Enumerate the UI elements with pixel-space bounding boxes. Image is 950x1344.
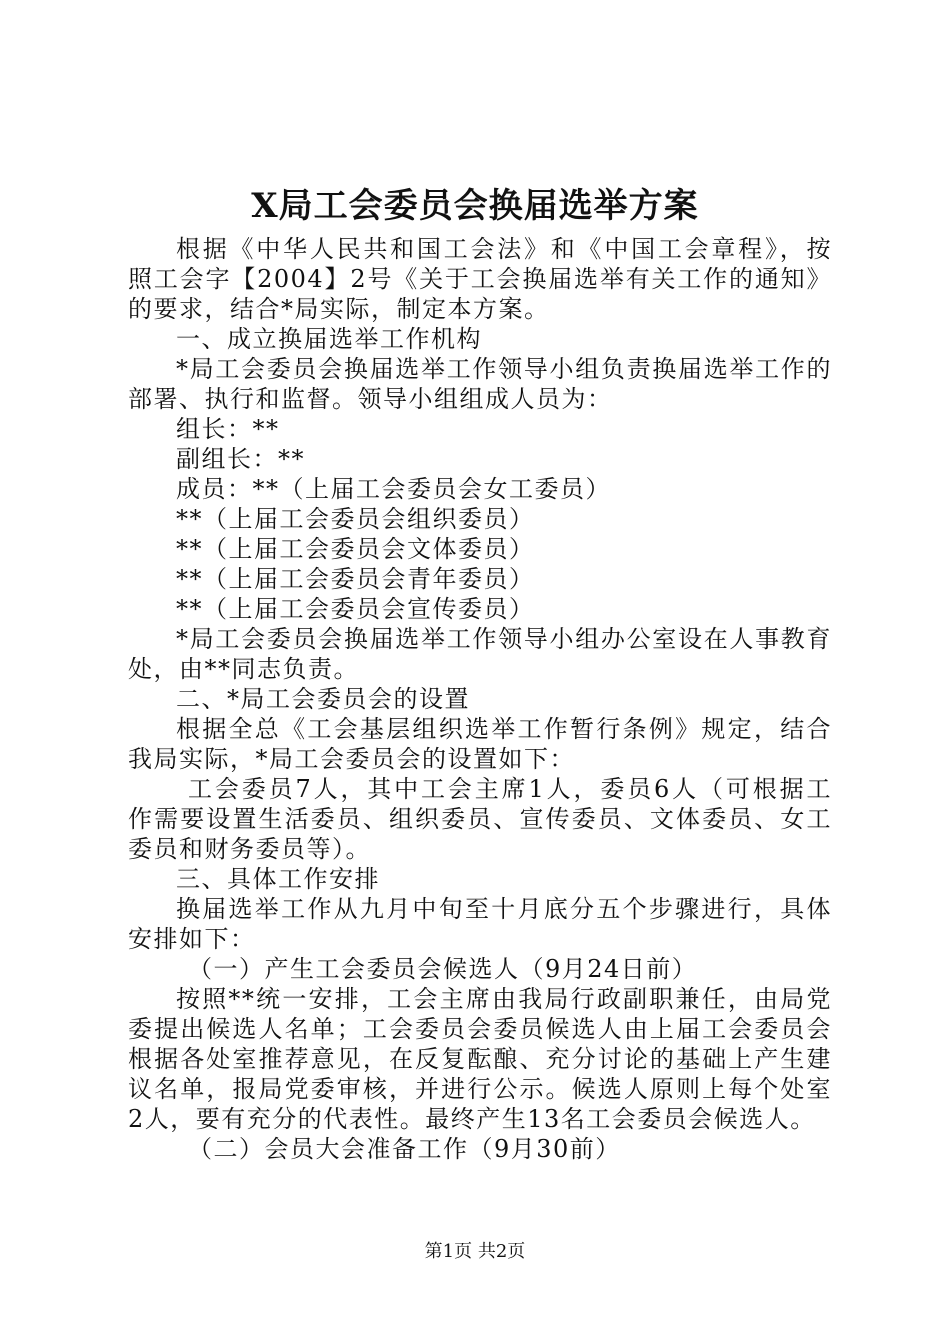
paragraph-line: 2人，要有充分的代表性。最终产生13名工会委员会候选人。: [128, 1105, 816, 1133]
paragraph-line: 部署、执行和监督。领导小组组成人员为：: [128, 385, 613, 413]
paragraph-line: 作需要设置生活委员、组织委员、宣传委员、文体委员、女工: [128, 805, 832, 833]
subsection-heading: （二）会员大会准备工作（9月30前）: [188, 1135, 621, 1163]
paragraph-line: 委提出候选人名单；工会委员会委员候选人由上届工会委员会: [128, 1015, 832, 1043]
paragraph-line: 我局实际，*局工会委员会的设置如下：: [128, 745, 575, 773]
paragraph-line: 处，由**同志负责。: [128, 655, 359, 683]
member-line: **（上届工会委员会青年委员）: [176, 565, 535, 593]
paragraph-line: 的要求，结合*局实际，制定本方案。: [128, 295, 550, 323]
section-heading: 三、具体工作安排: [176, 865, 380, 893]
section-heading: 二、*局工会委员会的设置: [176, 685, 470, 713]
member-line: 副组长：**: [176, 445, 305, 473]
member-line: 成员：**（上届工会委员会女工委员）: [176, 475, 611, 503]
paragraph-line: *局工会委员会换届选举工作领导小组办公室设在人事教育: [176, 625, 832, 653]
paragraph-line: *局工会委员会换届选举工作领导小组负责换届选举工作的: [176, 355, 832, 383]
document-body: [128, 234, 832, 1164]
subsection-heading: （一）产生工会委员会候选人（9月24日前）: [188, 955, 698, 983]
section-heading: 一、成立换届选举工作机构: [176, 325, 482, 353]
member-line: 组长：**: [176, 415, 280, 443]
paragraph-line: 工会委员7人，其中工会主席1人，委员6人（可根据工: [188, 775, 832, 803]
paragraph-line: 换届选举工作从九月中旬至十月底分五个步骤进行，具体: [176, 895, 832, 923]
page-number-footer: 第1页 共2页: [424, 1241, 526, 1262]
paragraph-line: 安排如下：: [128, 925, 256, 953]
member-line: **（上届工会委员会宣传委员）: [176, 595, 535, 623]
paragraph-line: 议名单，报局党委审核，并进行公示。候选人原则上每个处室: [128, 1075, 832, 1103]
paragraph-line: 根据《中华人民共和国工会法》和《中国工会章程》，按: [176, 235, 832, 263]
paragraph-line: 照工会字【2004】2号《关于工会换届选举有关工作的通知》: [128, 265, 832, 293]
paragraph-line: 根据各处室推荐意见，在反复酝酿、充分讨论的基础上产生建: [128, 1045, 832, 1073]
document-title: X局工会委员会换届选举方案: [251, 186, 699, 226]
member-line: **（上届工会委员会组织委员）: [176, 505, 535, 533]
paragraph-line: 委员和财务委员等）。: [128, 835, 371, 863]
member-line: **（上届工会委员会文体委员）: [176, 535, 535, 563]
paragraph-line: 根据全总《工会基层组织选举工作暂行条例》规定，结合: [176, 715, 832, 743]
paragraph-line: 按照**统一安排，工会主席由我局行政副职兼任，由局党: [176, 985, 832, 1013]
